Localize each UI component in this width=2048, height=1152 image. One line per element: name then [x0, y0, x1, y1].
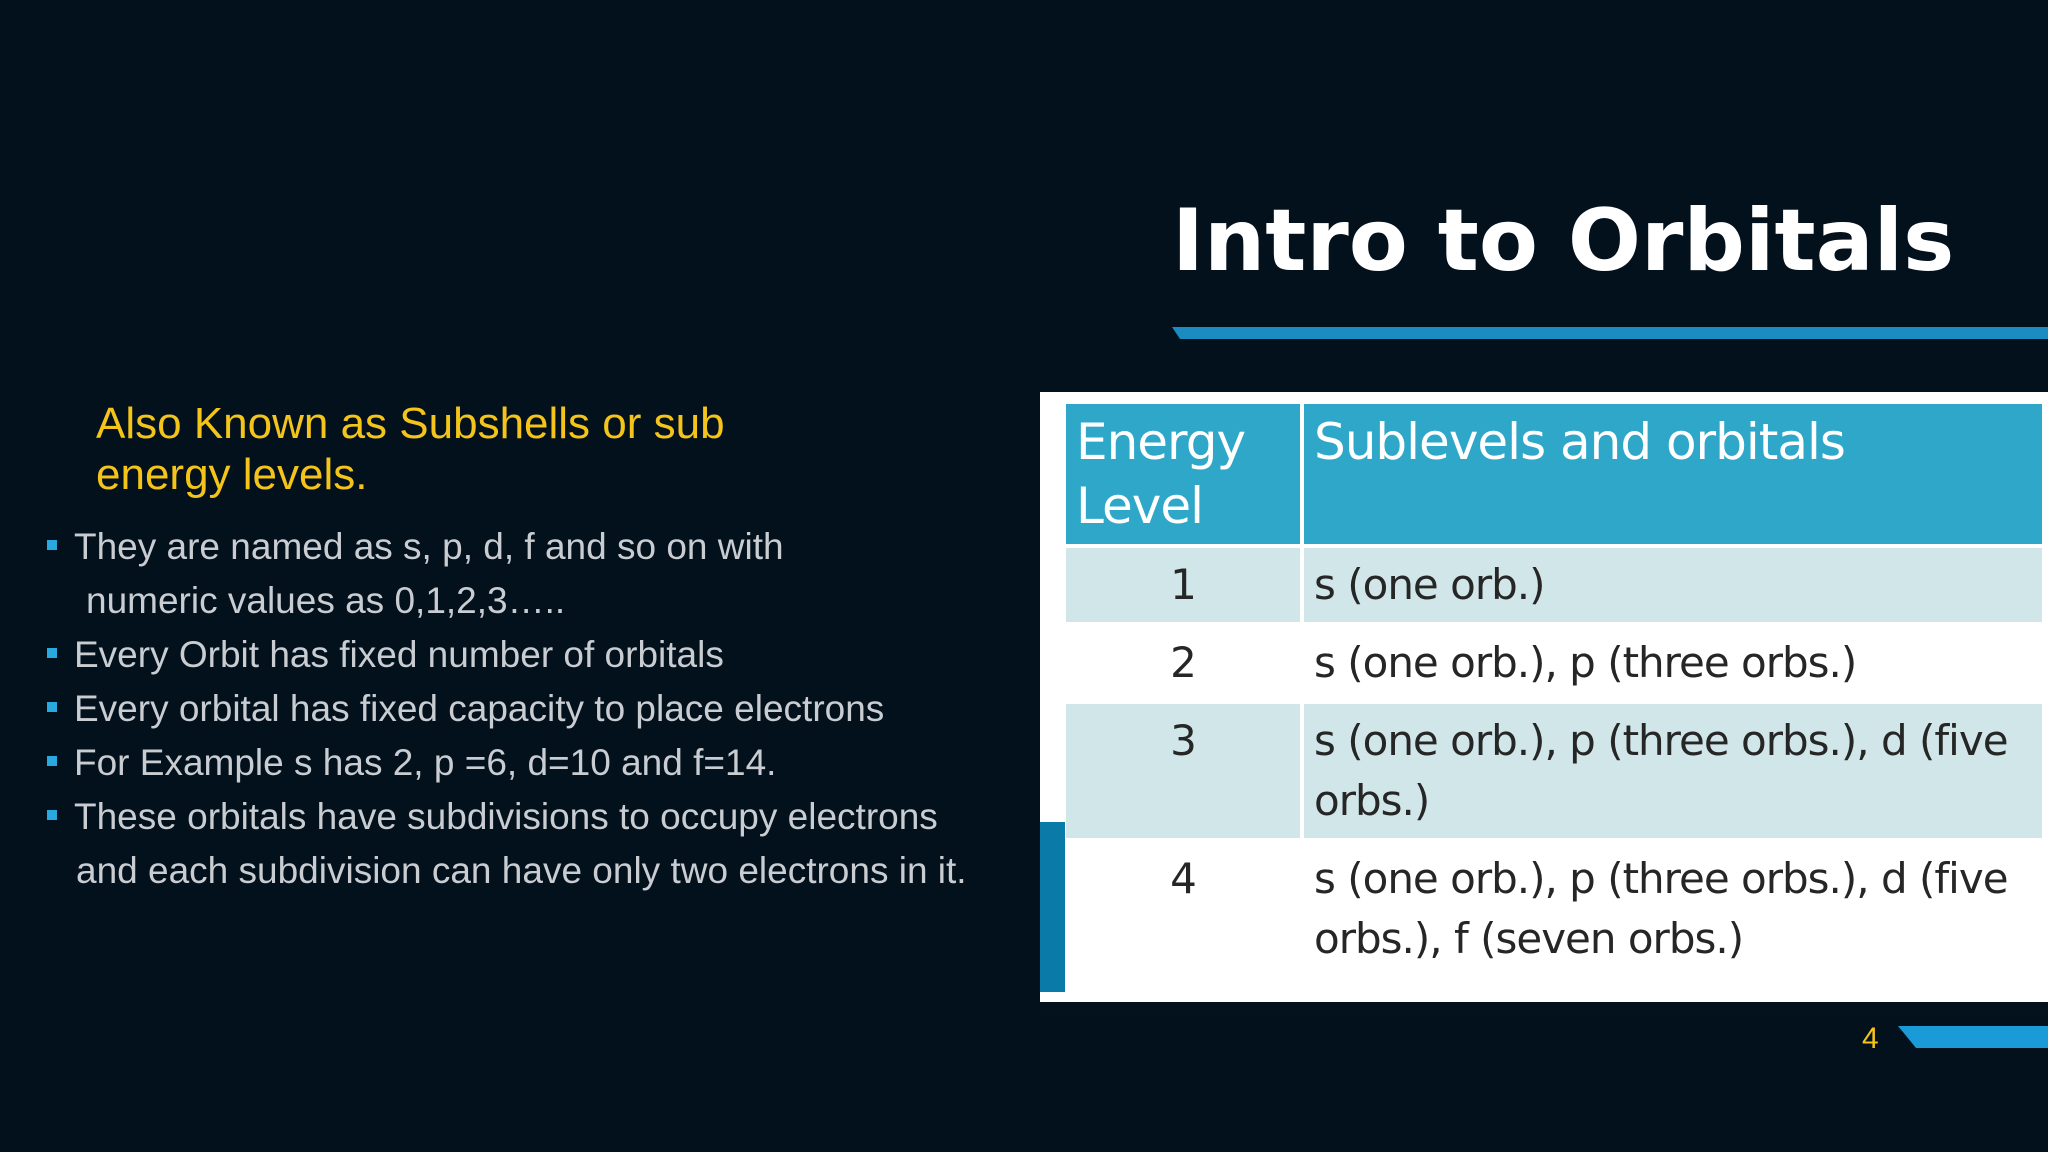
- orbitals-cell: s (one orb.), p (three orbs.): [1302, 624, 2042, 702]
- bullet-text-continued: and each subdivision can have only two electrons in it.: [76, 850, 967, 891]
- title-underline: [1172, 327, 2048, 339]
- energy-level-cell: 3: [1066, 702, 1302, 840]
- image-bottom-bar: [1040, 1002, 2048, 1017]
- orbitals-table: [1066, 404, 2042, 976]
- bullet-item: [46, 628, 1026, 682]
- bullet-text: These orbitals have subdivisions to occupy electrons: [74, 796, 938, 837]
- bullet-item: [46, 682, 1026, 736]
- energy-level-cell: 4: [1066, 840, 1302, 976]
- slide-title: Intro to Orbitals: [1172, 191, 1955, 291]
- image-edge-decoration: [1040, 822, 1065, 992]
- bullet-text: Every Orbit has fixed number of orbitals: [74, 634, 724, 675]
- table-row: [1066, 702, 2042, 840]
- bullet-marker: [47, 540, 57, 550]
- bullet-text: Every orbital has fixed capacity to place electrons: [74, 688, 885, 729]
- bullet-text: They are named as s, p, d, f and so on with: [74, 526, 784, 567]
- orbitals-cell: s (one orb.), p (three orbs.), d (five orbs.), f (seven orbs.): [1302, 840, 2042, 976]
- bullet-text-continued: numeric values as 0,1,2,3…..: [86, 580, 566, 621]
- table-row: [1066, 840, 2042, 976]
- column-header-energy-level: Energy Level: [1066, 404, 1302, 546]
- bullet-marker: [47, 702, 57, 712]
- bullet-marker: [47, 810, 57, 820]
- column-header-sublevels: Sublevels and orbitals: [1302, 404, 2042, 546]
- orbitals-cell: s (one orb.): [1302, 546, 2042, 624]
- orbitals-cell: s (one orb.), p (three orbs.), d (five orbs.): [1302, 702, 2042, 840]
- page-number: 4: [1862, 1022, 1879, 1055]
- orbitals-table-image: [1040, 392, 2048, 1017]
- corner-accent-bar: [1898, 1026, 2048, 1048]
- bullet-text: For Example s has 2, p =6, d=10 and f=14.: [74, 742, 777, 783]
- table-header-row: [1066, 404, 2042, 546]
- bullet-list: [46, 520, 1026, 898]
- bullet-item: [46, 520, 1026, 628]
- bullet-item: [46, 736, 1026, 790]
- bullet-marker: [47, 756, 57, 766]
- bullet-item: [46, 790, 1026, 898]
- table-row: [1066, 624, 2042, 702]
- table-row: [1066, 546, 2042, 624]
- bullet-marker: [47, 648, 57, 658]
- energy-level-cell: 2: [1066, 624, 1302, 702]
- energy-level-cell: 1: [1066, 546, 1302, 624]
- slide-subtitle: Also Known as Subshells or sub energy levels.: [96, 399, 725, 499]
